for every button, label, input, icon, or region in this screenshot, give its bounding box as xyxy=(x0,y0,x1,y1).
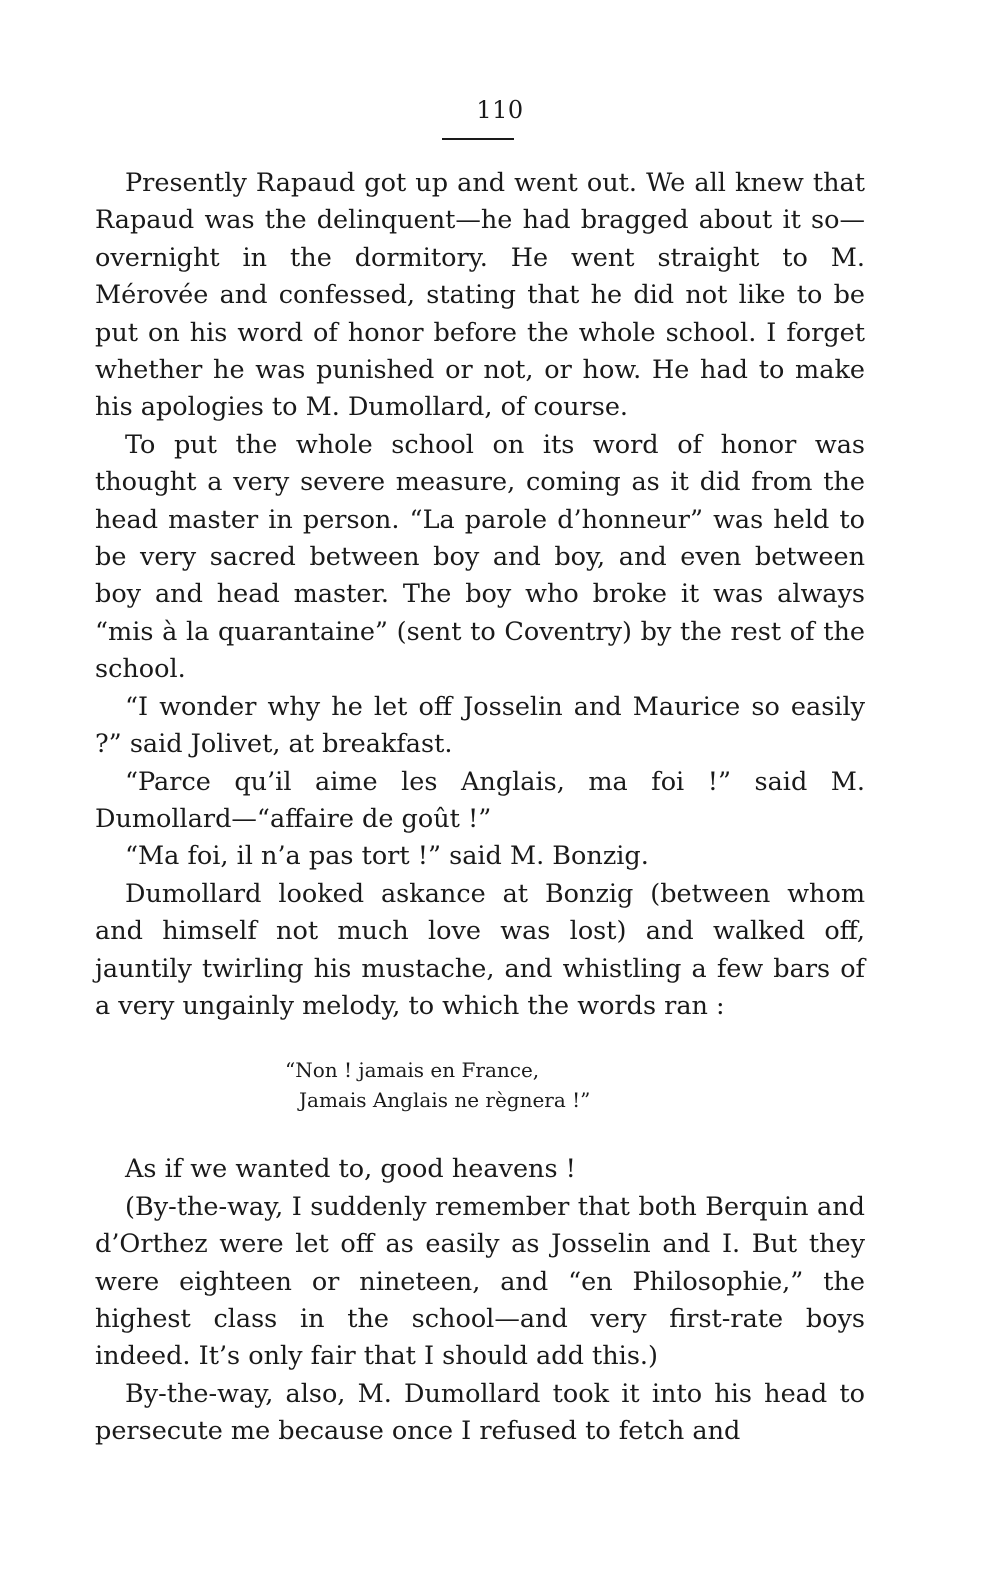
verse-line: Jamais Anglais ne règnera !” xyxy=(299,1088,591,1113)
paragraph: To put the whole school on its word of honor was thought a very severe measure, coming as it did from the head master in person. “La parole d’honneur” was held to be very sacred between boy and boy, and even between boy and head master. The boy who broke it was always “mis à la quarantaine” (sent to Coventry) by the rest of the school. xyxy=(95,429,865,685)
verse-line: “Non ! jamais en France, xyxy=(285,1058,540,1083)
page-number: 110 xyxy=(476,96,524,124)
paragraph: By-the-way, also, M. Dumollard took it into his head to persecute me because once I refused to fetch and xyxy=(95,1378,865,1447)
paragraph: (By-the-way, I suddenly remember that both Berquin and d’Orthez were let off as easily as Josselin and I. But they were eighteen or nineteen, and “en Philosophie,” the highest class in the school—and very first-rate boys indeed. It’s only fair that I should add this.) xyxy=(95,1191,865,1372)
paragraph: “I wonder why he let off Josselin and Maurice so easily ?” said Jolivet, at breakfast. xyxy=(95,691,865,760)
page-number-rule xyxy=(442,138,514,140)
paragraph: “Ma foi, il n’a pas tort !” said M. Bonzig. xyxy=(125,841,649,872)
paragraph: Presently Rapaud got up and went out. We all knew that Rapaud was the delinquent—he had bragged about it so—overnight in the dormitory. He went straight to M. Mérovée and confessed, stating that he did not like to be put on his word of honor before the whole school. I forget whether he was punished or not, or how. He had to make his apologies to M. Dumollard, of course. xyxy=(95,168,865,423)
verse-quotation xyxy=(285,1055,865,1115)
paragraph: As if we wanted to, good heavens ! xyxy=(125,1154,576,1185)
paragraph: “Parce qu’il aime les Anglais, ma foi !” said M. Dumollard—“affaire de goût !” xyxy=(95,766,865,834)
body-text xyxy=(95,165,865,1451)
paragraph: Dumollard looked askance at Bonzig (between whom and himself not much love was lost) and walked off, jauntily twirling his mustache, and whistling a few bars of a very ungainly melody, to which the words ran : xyxy=(95,878,865,1021)
